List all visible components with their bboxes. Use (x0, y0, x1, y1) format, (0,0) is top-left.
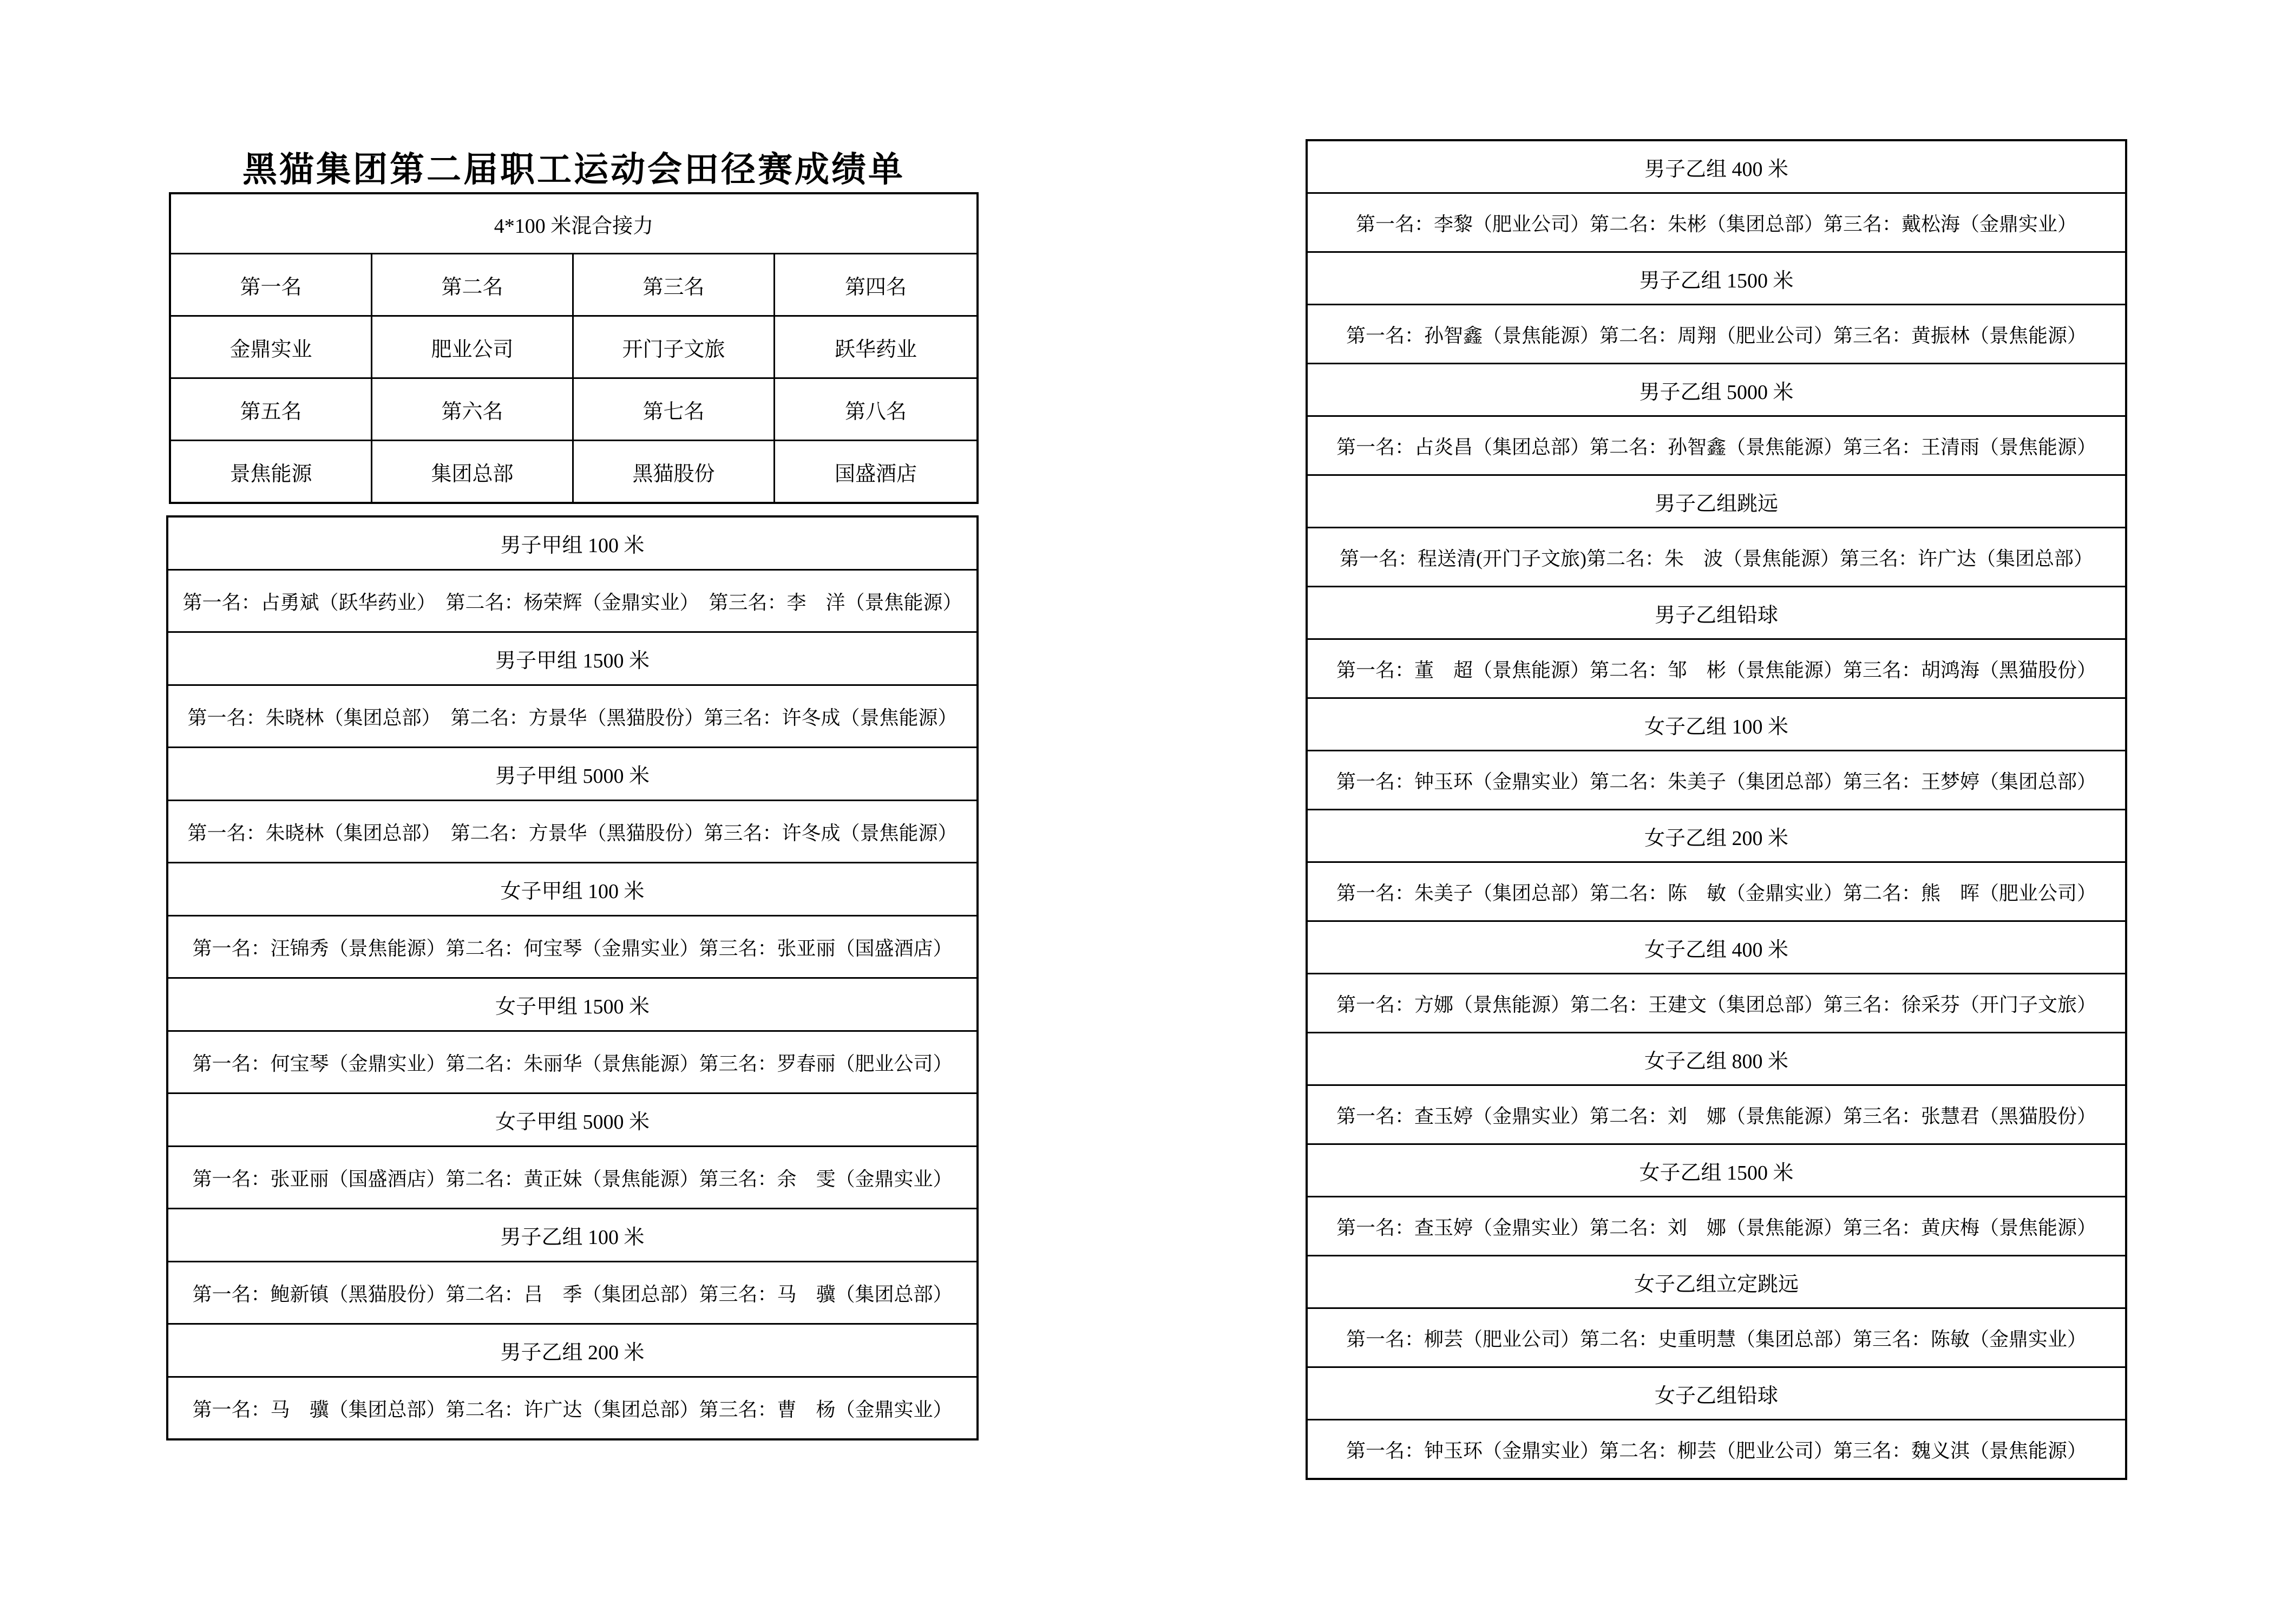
result-row: 第一名：钟玉环（金鼎实业）第二名：朱美子（集团总部）第三名：王梦婷（集团总部） (1308, 751, 2125, 810)
relay-cell: 第三名 (574, 254, 775, 315)
relay-cell: 国盛酒店 (834, 462, 917, 486)
page-title: 黑猫集团第二届职工运动会田径赛成绩单 (242, 150, 905, 189)
relay-cell: 开门子文旅 (574, 317, 775, 377)
event-row: 女子乙组立定跳远 (1308, 1256, 2125, 1309)
event-row: 女子乙组 400 米 (1308, 922, 2125, 974)
relay-cell: 第七名 (574, 379, 775, 440)
event-row: 男子乙组 5000 米 (1308, 364, 2125, 417)
results-table-left (166, 515, 979, 1440)
result-row: 第一名：董 超（景焦能源）第二名：邹 彬（景焦能源）第三名：胡鸿海（黑猫股份） (1308, 640, 2125, 699)
result-row: 第一名：汪锦秀（景焦能源）第二名：何宝琴（金鼎实业）第三名：张亚丽（国盛酒店） (168, 916, 976, 979)
results-table-right (1306, 139, 2127, 1480)
event-row: 女子甲组 100 米 (168, 863, 976, 916)
event-row: 女子乙组铅球 (1308, 1368, 2125, 1420)
event-row: 男子乙组 400 米 (1308, 141, 2125, 194)
result-row: 第一名：何宝琴（金鼎实业）第二名：朱丽华（景焦能源）第三名：罗春丽（肥业公司） (168, 1032, 976, 1094)
result-row: 第一名：马 骥（集团总部）第二名：许广达（集团总部）第三名：曹 杨（金鼎实业） (192, 1398, 953, 1420)
relay-cell: 跃华药业 (834, 338, 917, 361)
relay-cell: 第六名 (372, 379, 574, 440)
event-row: 女子乙组 100 米 (1308, 699, 2125, 751)
relay-row (171, 379, 976, 441)
relay-row (171, 441, 976, 502)
result-row: 第一名：占炎昌（集团总部）第二名：孙智鑫（景焦能源）第三名：王清雨（景焦能源） (1308, 417, 2125, 476)
relay-cell: 第八名 (844, 400, 907, 423)
relay-cell: 景焦能源 (171, 441, 372, 502)
relay-cell: 第五名 (171, 379, 372, 440)
relay-cell: 第一名 (171, 254, 372, 315)
result-row: 第一名：程送清(开门子文旅)第二名：朱 波（景焦能源）第三名：许广达（集团总部） (1308, 528, 2125, 587)
relay-cell: 第四名 (844, 276, 907, 299)
event-row: 男子乙组 200 米 (168, 1325, 976, 1378)
relay-cell: 金鼎实业 (171, 317, 372, 377)
result-row: 第一名：张亚丽（国盛酒店）第二名：黄正妹（景焦能源）第三名：余 雯（金鼎实业） (168, 1147, 976, 1209)
result-row: 第一名：朱晓林（集团总部） 第二名：方景华（黑猫股份）第三名：许冬成（景焦能源） (168, 686, 976, 748)
result-row: 第一名：鲍新镇（黑猫股份）第二名：吕 季（集团总部）第三名：马 骥（集团总部） (168, 1262, 976, 1325)
relay-table-title: 4*100 米混合接力 (171, 194, 976, 254)
event-row: 男子甲组 100 米 (168, 518, 976, 571)
event-row: 男子乙组铅球 (1308, 587, 2125, 640)
result-row: 第一名：柳芸（肥业公司）第二名：史重明慧（集团总部）第三名：陈敏（金鼎实业） (1308, 1309, 2125, 1368)
event-row: 女子甲组 5000 米 (168, 1094, 976, 1147)
event-row: 女子乙组 200 米 (1308, 810, 2125, 863)
relay-cell: 黑猫股份 (574, 441, 775, 502)
result-row: 第一名：查玉婷（金鼎实业）第二名：刘 娜（景焦能源）第三名：张慧君（黑猫股份） (1308, 1086, 2125, 1145)
event-row: 女子乙组 800 米 (1308, 1033, 2125, 1086)
relay-table (169, 192, 979, 504)
result-row: 第一名：查玉婷（金鼎实业）第二名：刘 娜（景焦能源）第三名：黄庆梅（景焦能源） (1308, 1197, 2125, 1256)
result-row: 第一名：朱晓林（集团总部） 第二名：方景华（黑猫股份）第三名：许冬成（景焦能源） (168, 801, 976, 863)
result-row: 第一名：孙智鑫（景焦能源）第二名：周翔（肥业公司）第三名：黄振林（景焦能源） (1308, 305, 2125, 364)
relay-row (171, 254, 976, 317)
relay-cell: 第二名 (372, 254, 574, 315)
result-row: 第一名：占勇斌（跃华药业） 第二名：杨荣辉（金鼎实业） 第三名：李 洋（景焦能源） (168, 571, 976, 633)
event-row: 女子甲组 1500 米 (168, 979, 976, 1032)
relay-cell: 肥业公司 (372, 317, 574, 377)
event-row: 男子乙组跳远 (1308, 476, 2125, 528)
event-row: 男子甲组 5000 米 (168, 748, 976, 801)
event-row: 男子乙组 100 米 (168, 1209, 976, 1262)
event-row: 男子乙组 1500 米 (1308, 253, 2125, 305)
event-row: 男子甲组 1500 米 (168, 633, 976, 686)
result-row: 第一名：方娜（景焦能源）第二名：王建文（集团总部）第三名：徐采芬（开门子文旅） (1308, 974, 2125, 1033)
result-row: 第一名：朱美子（集团总部）第二名：陈 敏（金鼎实业）第二名：熊 晖（肥业公司） (1308, 863, 2125, 922)
relay-cell: 集团总部 (372, 441, 574, 502)
event-row: 女子乙组 1500 米 (1308, 1145, 2125, 1197)
relay-row (171, 317, 976, 379)
result-row: 第一名：钟玉环（金鼎实业）第二名：柳芸（肥业公司）第三名：魏义淇（景焦能源） (1346, 1439, 2087, 1462)
result-row: 第一名：李黎（肥业公司）第二名：朱彬（集团总部）第三名：戴松海（金鼎实业） (1308, 194, 2125, 253)
